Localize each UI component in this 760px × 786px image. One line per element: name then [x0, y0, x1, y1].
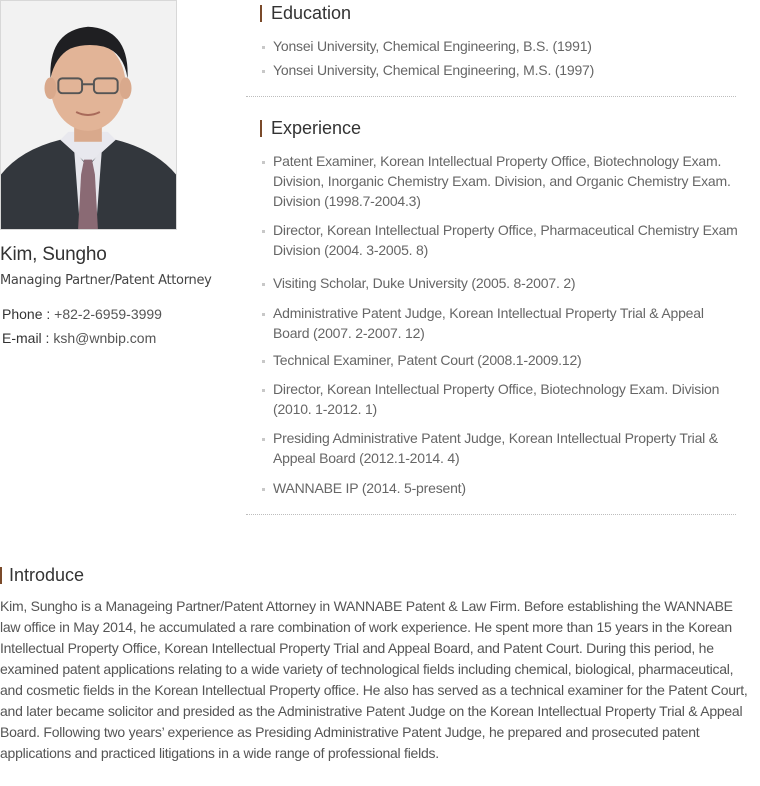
phone-line	[2, 306, 162, 322]
education-section	[260, 2, 738, 84]
section-divider	[246, 514, 736, 515]
list-item: Yonsei University, Chemical Engineering, B.S. (1991)	[260, 36, 738, 56]
person-portrait-icon	[1, 1, 176, 229]
profile-photo	[0, 0, 177, 230]
email-line	[2, 330, 156, 346]
list-item: Director, Korean Intellectual Property Office, Biotechnology Exam. Division (2010. 1-2012. 1)	[260, 379, 738, 419]
list-item: Technical Examiner, Patent Court (2008.1-2009.12)	[260, 350, 738, 370]
list-item: Presiding Administrative Patent Judge, Korean Intellectual Property Trial & Appeal Board (2012.1-2014. 4)	[260, 428, 738, 468]
list-item: Visiting Scholar, Duke University (2005. 8-2007. 2)	[260, 273, 738, 293]
email-link[interactable]: ksh@wnbip.com	[53, 330, 157, 346]
profile-name: Kim, Sungho	[0, 244, 107, 265]
experience-section	[260, 117, 738, 498]
introduce-text: Kim, Sungho is a Manageing Partner/Patent Attorney in WANNABE Patent & Law Firm. Before establishing the WANNABE law office in May 2014, he accumulated a rare combination of work experience. He spent more than 15 years in the Korean Intellectual Property Office, Korean Intellectual Property Trial and Appeal Board, and Patent Court. During this period, he examined patent applications relating to a wide variety of technological fields including chemical, biological, pharmaceutical, and cosmetic fields in the Korean Intellectual Property office. He also has served as a technical examiner for the Patent Court, and later became solicitor and presided as the Administrative Patent Judge on the Korean Intellectual Property Trial & Appeal Board. Following two years’ experience as Presiding Administrative Patent Judge, he prepared and prosecuted patent applications and practiced litigations in a wide range of professional fields.	[0, 598, 748, 761]
education-list	[260, 36, 738, 80]
experience-list	[260, 151, 738, 498]
phone-value: +82-2-6959-3999	[54, 306, 162, 322]
section-divider	[246, 96, 736, 97]
email-label: E-mail :	[2, 330, 54, 346]
experience-title: Experience	[260, 117, 738, 139]
education-title: Education	[260, 2, 738, 24]
list-item: Yonsei University, Chemical Engineering, M.S. (1997)	[260, 60, 738, 80]
list-item: Patent Examiner, Korean Intellectual Property Office, Biotechnology Exam. Division, Inorganic Chemistry Exam. Division, and Organic Chemistry Exam. Division (1998.7-2004.3)	[260, 151, 738, 211]
list-item: WANNABE IP (2014. 5-present)	[260, 478, 738, 498]
profile-role: Managing Partner/Patent Attorney	[0, 273, 212, 288]
introduce-section	[0, 564, 752, 764]
list-item: Administrative Patent Judge, Korean Intellectual Property Trial & Appeal Board (2007. 2-2007. 12)	[260, 303, 738, 343]
phone-label: Phone :	[2, 306, 55, 322]
list-item: Director, Korean Intellectual Property Office, Pharmaceutical Chemistry Exam Division (2004. 3-2005. 8)	[260, 220, 738, 260]
introduce-title: Introduce	[0, 564, 752, 586]
